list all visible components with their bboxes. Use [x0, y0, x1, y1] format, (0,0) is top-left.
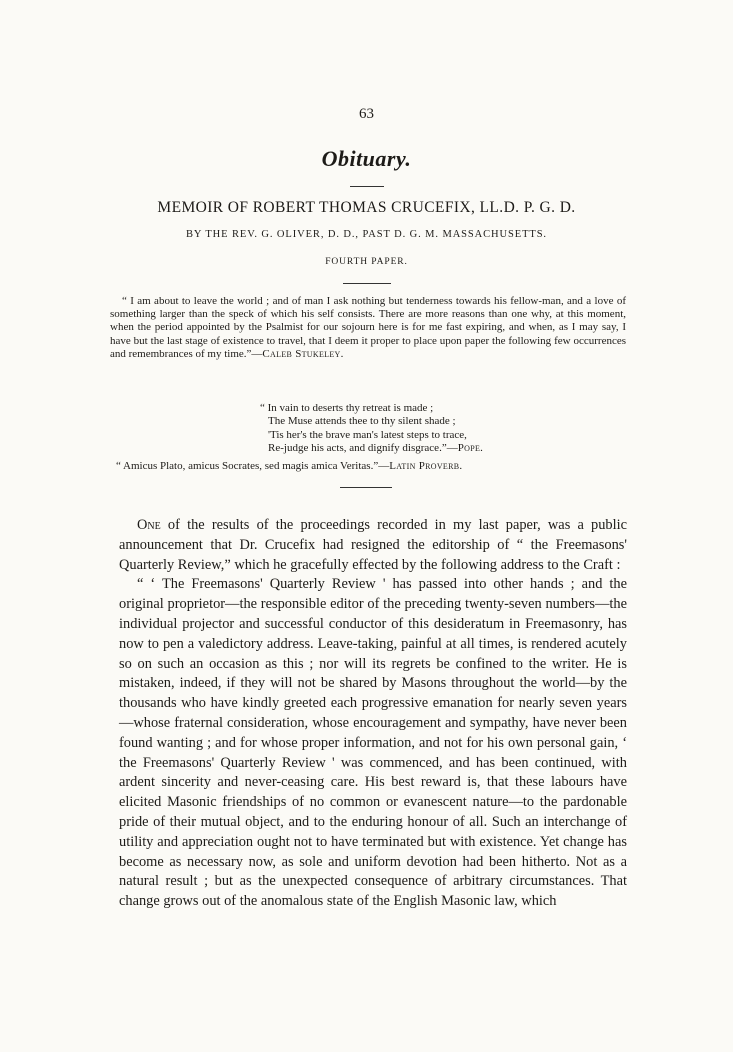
- verse-line: “ In vain to deserts thy retreat is made ;: [260, 402, 434, 414]
- page-number: 63: [359, 106, 374, 122]
- article-body: [119, 516, 627, 912]
- paper-number: FOURTH PAPER.: [325, 257, 408, 267]
- epigraph-quote-text: “ I am about to leave the world ; and of man I ask nothing but tenderness towards his fellow-man, and a love of something larger than the speck of which his self consists. There are more reasons than one why, at this moment, when the period appointed by the Psalmist for our sojourn here is for me fast expiring, and when, as I may say, I have but the last stage of existence to travel, that I deem it proper to place upon paper the following few occurrences and remembrances of my time.”—: [110, 295, 626, 360]
- verse-line: The Muse attends thee to thy silent shade ;: [268, 415, 456, 428]
- body-paragraph: One of the results of the proceedings recorded in my last paper, was a public announcement that Dr. Crucefix had resigned the editorship of “ the Freemasons' Quarterly Review,” which he gracefully effected by the following address to the Craft :: [119, 517, 627, 573]
- epigraph-rule-top: [343, 283, 391, 284]
- paragraph-lead-word: One: [137, 517, 161, 533]
- verse-line: 'Tis her's the brave man's latest steps to trace,: [268, 428, 467, 441]
- epigraph-quote: [110, 295, 626, 361]
- proverb-attribution: Latin Proverb.: [389, 460, 463, 472]
- epigraph-quote-attribution: Caleb Stukeley.: [262, 347, 344, 360]
- verse-attribution: Pope.: [457, 442, 484, 455]
- epigraph-rule-bottom: [340, 487, 392, 488]
- proverb-text: “ Amicus Plato, amicus Socrates, sed magis amica Veritas.”—: [116, 460, 390, 472]
- section-heading: Obituary.: [321, 146, 412, 171]
- epigraph-verse: [260, 402, 550, 456]
- heading-rule: [350, 186, 384, 187]
- epigraph-proverb: [116, 460, 626, 472]
- verse-line: Re-judge his acts, and dignify disgrace.”—Pope.: [268, 442, 484, 455]
- body-paragraph: “ ‘ The Freemasons' Quarterly Review ' has passed into other hands ; and the original proprietor—the responsible editor of the preceding twenty-seven numbers—the individual projector and successful conductor of this desideratum in Freemasonry, has now to pen a valedictory address. Leave-taking, painful at all times, is rendered acutely so on such an occasion as this ; nor will its regrets be confined to the writer. He is mistaken, indeed, if they will not be shared by Masons throughout the world—by the thousands who have kindly greeted each progressive emanation for nearly seven years—whose fraternal consideration, whose encouragement and sympathy, have never been found wanting ; and for whose proper information, and not for his own personal gain, ‘ the Freemasons' Quarterly Review ' was commenced, and has been continued, with ardent sincerity and never-ceasing care. His best reward is, that these labours have elicited Masonic friendships of no common or evanescent nature—to the pardonable pride of their mutual object, and to the enduring honour of all. Such an interchange of utility and appreciation ought not to have terminated but with existence. Yet change has become as necessary now, as sole and uniform devotion had been hitherto. Not as a natural result ; but as the unexpected consequence of arbitrary circumstances. That change grows out of the anomalous state of the English Masonic law, which: [119, 576, 627, 910]
- author-byline: BY THE REV. G. OLIVER, D. D., PAST D. G. M. MASSACHUSETTS.: [186, 229, 547, 240]
- memoir-title: MEMOIR OF ROBERT THOMAS CRUCEFIX, LL.D. P. G. D.: [157, 199, 576, 216]
